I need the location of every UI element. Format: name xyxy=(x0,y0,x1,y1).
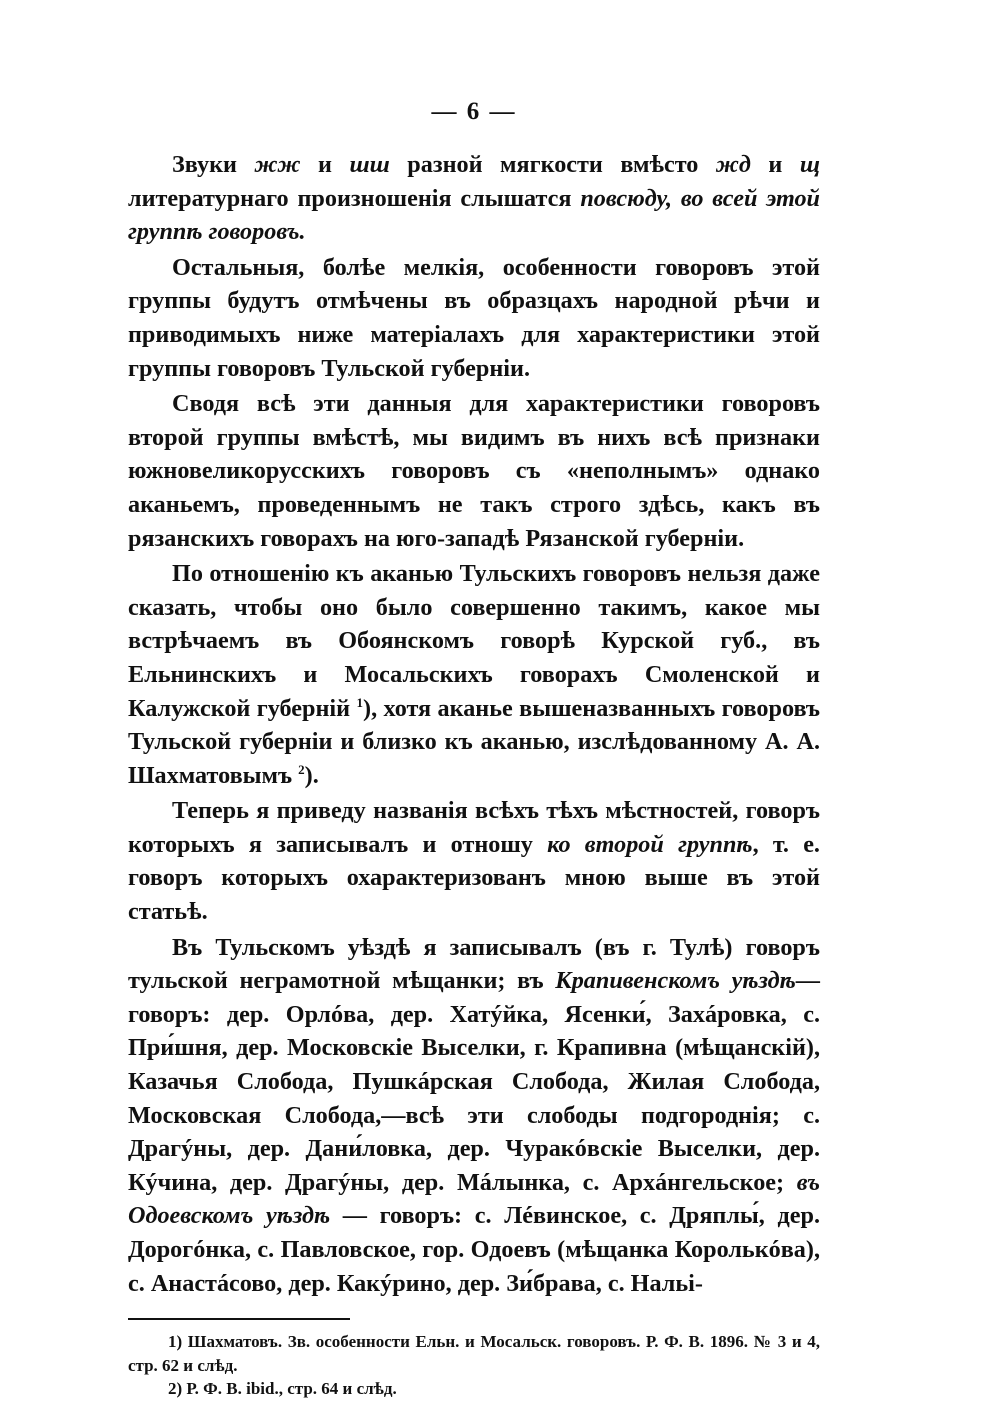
text-run: Теперь я приведу названія всѣхъ тѣхъ мѣстностей, говоръ которыхъ я записывалъ и отношу xyxy=(128,797,820,858)
italic-run: ко второй группѣ xyxy=(547,830,753,858)
text-run: —говоръ: дер. Орлóва, дер. Хатýйка, Ясенки́, Захáровка, с. При́шня, дер. Московскіе Выселки, г. Крапивна (мѣщанскій), Казачья Слобода, Пушкáрская Слобода, Жилая Слобода, Московская Слобода,—всѣ эти слободы подгороднія; с. Драгýны, дер. Дани́ловка, дер. Чуракóвскіе Выселки, дер. Кýчина, дер. Драгýны, дер. Мáлынка, с. Архáнгельское; xyxy=(128,967,820,1196)
footnote-2: 2) Р. Ф. В. ibid., стр. 64 и слѣд. xyxy=(168,1379,397,1399)
text-run: и xyxy=(300,151,350,178)
italic-run: жж xyxy=(254,151,301,178)
footnote-1: 1) Шахматовъ. Зв. особенности Ельн. и Мосальск. говоровъ. Р. Ф. В. 1896. № 3 и 4, стр. 62 и слѣд. xyxy=(128,1332,820,1375)
paragraph-2: Остальныя, болѣе мелкія, особенности говоровъ этой группы будутъ отмѣчены въ образцахъ народной рѣчи и приводимыхъ ниже матеріалахъ для характеристики этой группы говоровъ Тульской губерніи. xyxy=(128,253,820,382)
footnote-ref-1: 1 xyxy=(356,694,364,710)
text-run: Звуки xyxy=(172,151,255,178)
text-run: , т. е. говоръ которыхъ охарактеризованъ мною выше въ этой статьѣ. xyxy=(128,830,820,926)
document-page xyxy=(128,98,820,1401)
text-run: По отношенію къ аканью Тульскихъ говоровъ нельзя даже сказать, чтобы оно было совершенно такимъ, какое мы встрѣчаемъ въ Обоянскомъ говорѣ Курской губ., въ Ельнинскихъ и Мосальскихъ говорахъ Смоленской и Калужской губерній xyxy=(128,560,820,722)
text-run: разной мягкости вмѣсто xyxy=(389,151,716,178)
text-run: ), хотя аканье вышеназванныхъ говоровъ Тульской губерніи и близко къ аканью, изслѣдованному А. А. Шахматовымъ xyxy=(128,694,821,789)
text-run: литературнаго произношенія слышатся xyxy=(128,184,581,212)
italic-run: въ Одоевскомъ уѣздѣ xyxy=(128,1168,820,1230)
page-number: — 6 — xyxy=(431,98,517,125)
italic-run: шш xyxy=(349,151,390,178)
text-run: — говоръ: с. Лéвинское, с. Дряплы́, дер. Дорогóнка, с. Павловское, гор. Одоевъ (мѣщанка Королькóва), с. Анастáсово, дер. Какýрино, дер. Зи́брава, с. Нальі- xyxy=(128,1202,820,1297)
paragraph-5 xyxy=(128,794,820,928)
text-run: Въ Тульскомъ уѣздѣ я записывалъ (въ г. Тулѣ) говоръ тульской неграмотной мѣщанки; въ xyxy=(128,933,820,995)
paragraph-4 xyxy=(128,557,820,792)
paragraph-3: Сводя всѣ эти данныя для характеристики говоровъ второй группы вмѣстѣ, мы видимъ въ нихъ всѣ признаки южновеликорусскихъ говоровъ съ «неполнымъ» однако аканьемъ, проведеннымъ не такъ строго здѣсь, какъ въ рязанскихъ говорахъ на юго-западѣ Рязанской губерніи. xyxy=(128,390,820,552)
footnote-ref-2: 2 xyxy=(298,761,305,777)
italic-run: жд xyxy=(715,151,751,178)
paragraph-6 xyxy=(128,931,820,1301)
italic-run: повсюду, во всей этой группѣ говоровъ. xyxy=(128,184,820,246)
text-run: и xyxy=(750,151,800,178)
footnote-divider xyxy=(128,1318,350,1320)
paragraph-1 xyxy=(128,148,820,249)
text-run: ). xyxy=(304,761,319,789)
italic-run: щ xyxy=(799,151,821,178)
italic-run: Крапивенскомъ уѣздѣ xyxy=(555,967,796,995)
